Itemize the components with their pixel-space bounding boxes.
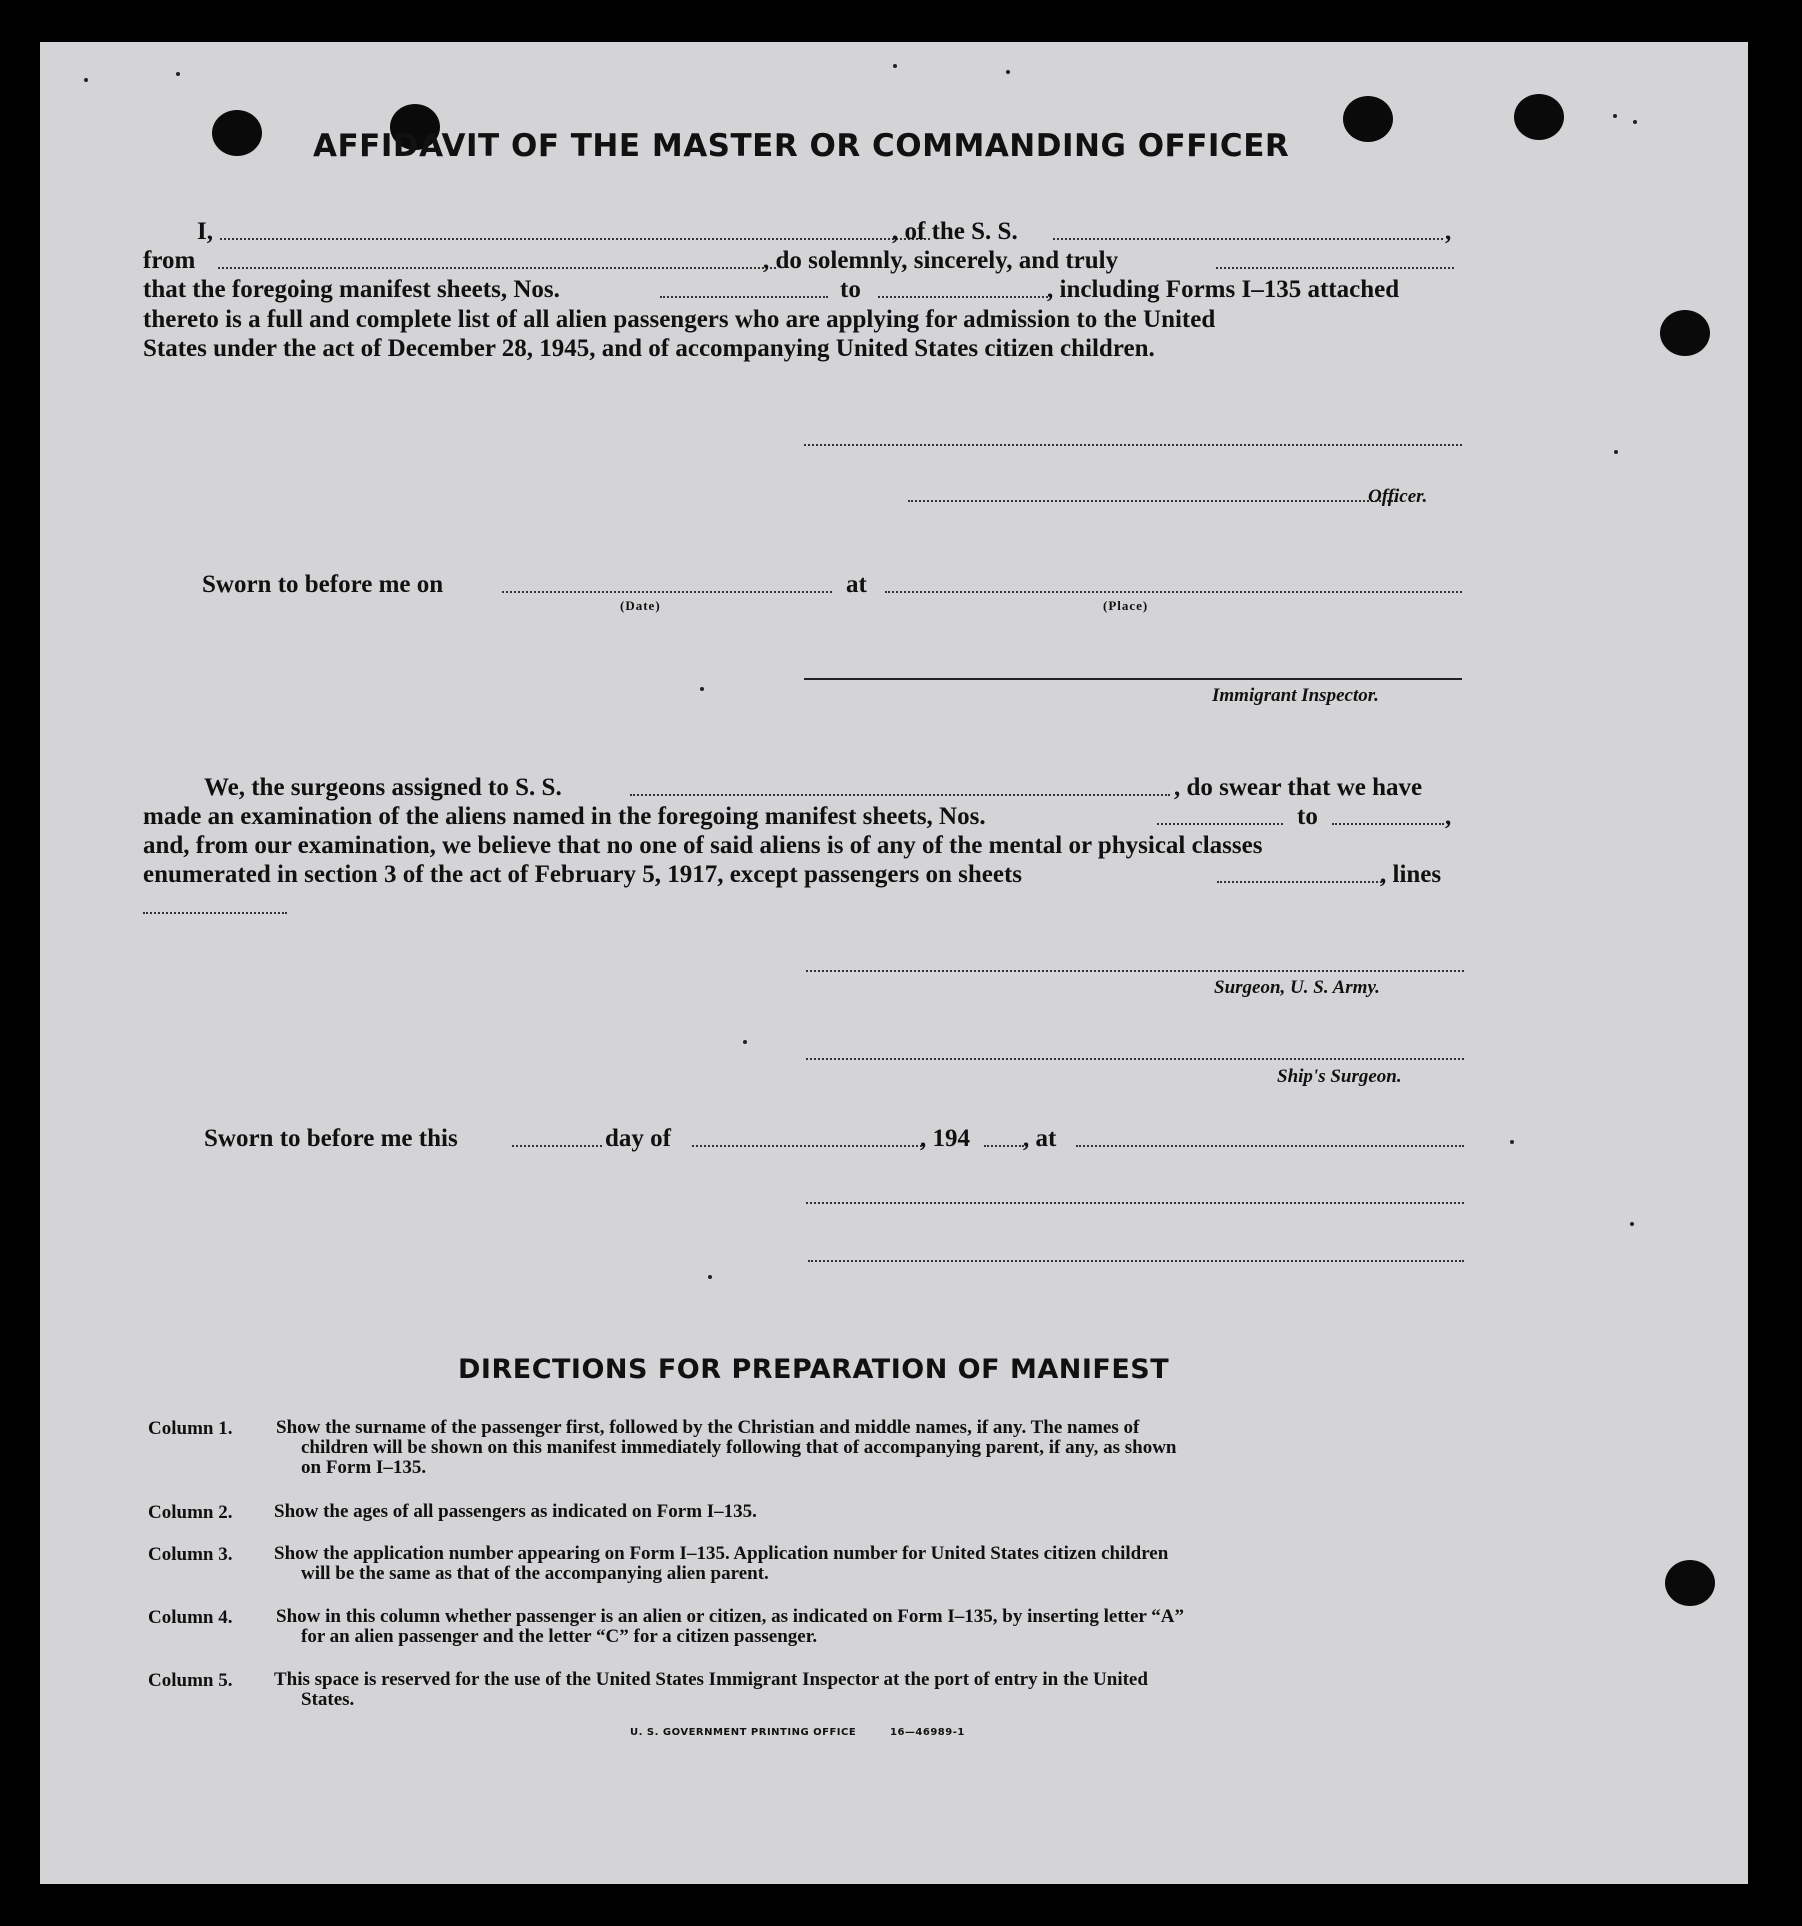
direction-label: Column 4. xyxy=(148,1607,233,1628)
speck xyxy=(893,64,897,68)
speck xyxy=(1006,70,1010,74)
direction-line: Show in this column whether passenger is an alien or citizen, as indicated on Form I–135, by inserting letter “A” xyxy=(276,1606,1184,1627)
direction-label: Column 3. xyxy=(148,1544,233,1565)
speck xyxy=(1630,1222,1634,1226)
affidavit-title: AFFIDAVIT OF THE MASTER OR COMMANDING OFFICER xyxy=(313,128,1290,164)
ship-name-field[interactable] xyxy=(1053,238,1443,240)
surgeons-ship-field[interactable] xyxy=(630,794,1170,796)
direction-text xyxy=(276,1607,1470,1647)
surgeons-to-no-field[interactable] xyxy=(1332,823,1444,825)
direction-text xyxy=(274,1502,1468,1522)
sworn-year-field[interactable] xyxy=(984,1145,1024,1147)
affidavit-i-text: I, xyxy=(197,218,213,245)
affidavit-line1-comma: , xyxy=(1445,218,1452,245)
printing-office-footer: U. S. GOVERNMENT PRINTING OFFICE xyxy=(630,1727,857,1738)
officer-signature-line-2[interactable] xyxy=(908,500,1396,502)
surgeons-line1-text: We, the surgeons assigned to S. S. xyxy=(204,774,562,801)
speck xyxy=(1510,1140,1514,1144)
sworn2-signature-line-2[interactable] xyxy=(808,1260,1464,1262)
swear-extra-field[interactable] xyxy=(1216,267,1454,269)
punch-hole xyxy=(1514,94,1564,140)
port-from-field[interactable] xyxy=(218,267,776,269)
surgeons-lines-text: , lines xyxy=(1380,861,1442,888)
direction-text xyxy=(274,1670,1468,1710)
officer-signature-line-1[interactable] xyxy=(804,444,1462,446)
speck xyxy=(176,72,180,76)
speck xyxy=(1633,120,1637,124)
speck xyxy=(708,1275,712,1279)
surgeons-line4-text: enumerated in section 3 of the act of February 5, 1917, except passengers on sheets xyxy=(143,861,1023,888)
direction-text xyxy=(274,1544,1468,1584)
speck xyxy=(743,1040,747,1044)
surgeons-line2-text: made an examination of the aliens named in the foregoing manifest sheets, Nos. xyxy=(143,803,986,830)
affidavit-to-text: to xyxy=(840,276,861,303)
speck xyxy=(1614,450,1618,454)
sworn-before-text: Sworn to before me on xyxy=(202,571,444,598)
affidavit-from-text: from xyxy=(143,247,196,274)
except-lines-field[interactable] xyxy=(143,912,287,914)
direction-text xyxy=(276,1418,1470,1478)
sworn-month-field[interactable] xyxy=(692,1145,922,1147)
punch-hole xyxy=(1343,96,1393,142)
affidavit-forms-text: , including Forms I–135 attached xyxy=(1047,276,1400,303)
sworn-place-field[interactable] xyxy=(885,591,1462,593)
document-page xyxy=(40,42,1748,1884)
ship-surgeon-label: Ship's Surgeon. xyxy=(1277,1066,1402,1087)
direction-line: Show the ages of all passengers as indicated on Form I–135. xyxy=(274,1501,757,1522)
speck xyxy=(1613,114,1617,118)
affidavit-of-ss-text: , of the S. S. xyxy=(892,218,1018,245)
direction-line: Show the surname of the passenger first, followed by the Christian and middle names, if any. The names of xyxy=(276,1417,1140,1438)
sworn-at2-text: , at xyxy=(1023,1125,1057,1152)
speck xyxy=(700,687,704,691)
surgeons-swear-text: , do swear that we have xyxy=(1174,774,1423,801)
direction-line: Show the application number appearing on Form I–135. Application number for United States citizen children xyxy=(274,1543,1169,1564)
affidavit-manifest-nos-text: that the foregoing manifest sheets, Nos. xyxy=(143,276,560,303)
surgeons-to-text: to xyxy=(1297,803,1318,830)
direction-line: children will be shown on this manifest immediately following that of accompanying parent, if any, as shown xyxy=(301,1437,1177,1458)
sworn-at-text: at xyxy=(846,571,867,598)
surgeons-line3: and, from our examination, we believe that no one of said aliens is of any of the mental or physical classes xyxy=(143,832,1263,859)
direction-line: This space is reserved for the use of the United States Immigrant Inspector at the port of entry in the United xyxy=(274,1669,1148,1690)
ship-surgeon-signature-line[interactable] xyxy=(806,1058,1464,1060)
date-caption: (Date) xyxy=(620,598,661,613)
officer-label: Officer. xyxy=(1368,486,1428,507)
surgeons-from-no-field[interactable] xyxy=(1157,823,1283,825)
punch-hole xyxy=(1665,1560,1715,1606)
sworn-day-field[interactable] xyxy=(512,1145,602,1147)
army-surgeon-signature-line[interactable] xyxy=(806,970,1464,972)
sworn2-signature-line-1[interactable] xyxy=(806,1202,1464,1204)
sworn-year-text: , 194 xyxy=(920,1125,970,1152)
punch-hole xyxy=(212,110,262,156)
affidavit-line4: thereto is a full and complete list of all alien passengers who are applying for admission to the United xyxy=(143,306,1216,333)
sworn-date-field[interactable] xyxy=(502,591,832,593)
except-sheets-field[interactable] xyxy=(1217,881,1385,883)
direction-line: for an alien passenger and the letter “C” for a citizen passenger. xyxy=(301,1626,818,1647)
sworn-this-text: Sworn to before me this xyxy=(204,1125,458,1152)
punch-hole xyxy=(1660,310,1710,356)
immigrant-inspector-label: Immigrant Inspector. xyxy=(1212,685,1379,706)
direction-line: States. xyxy=(301,1689,355,1710)
affidavit-line5: States under the act of December 28, 1945, and of accompanying United States citizen children. xyxy=(143,335,1155,362)
manifest-to-no-field[interactable] xyxy=(878,296,1052,298)
direction-label: Column 5. xyxy=(148,1670,233,1691)
surgeons-line2-comma: , xyxy=(1445,803,1452,830)
place-caption: (Place) xyxy=(1103,598,1149,613)
affidavit-swear-text: , do solemnly, sincerely, and truly xyxy=(763,247,1119,274)
directions-title: DIRECTIONS FOR PREPARATION OF MANIFEST xyxy=(458,1354,1170,1385)
officer-name-field[interactable] xyxy=(220,238,930,240)
manifest-from-no-field[interactable] xyxy=(660,296,828,298)
direction-label: Column 2. xyxy=(148,1502,233,1523)
sworn-dayof-text: day of xyxy=(605,1125,671,1152)
direction-line: will be the same as that of the accompanying alien parent. xyxy=(301,1563,769,1584)
form-code-footer: 16—46989-1 xyxy=(890,1727,965,1738)
army-surgeon-label: Surgeon, U. S. Army. xyxy=(1214,977,1380,998)
direction-line: on Form I–135. xyxy=(301,1457,427,1478)
direction-label: Column 1. xyxy=(148,1418,233,1439)
inspector-signature-line[interactable] xyxy=(804,678,1462,680)
sworn-place2-field[interactable] xyxy=(1076,1145,1464,1147)
speck xyxy=(84,78,88,82)
